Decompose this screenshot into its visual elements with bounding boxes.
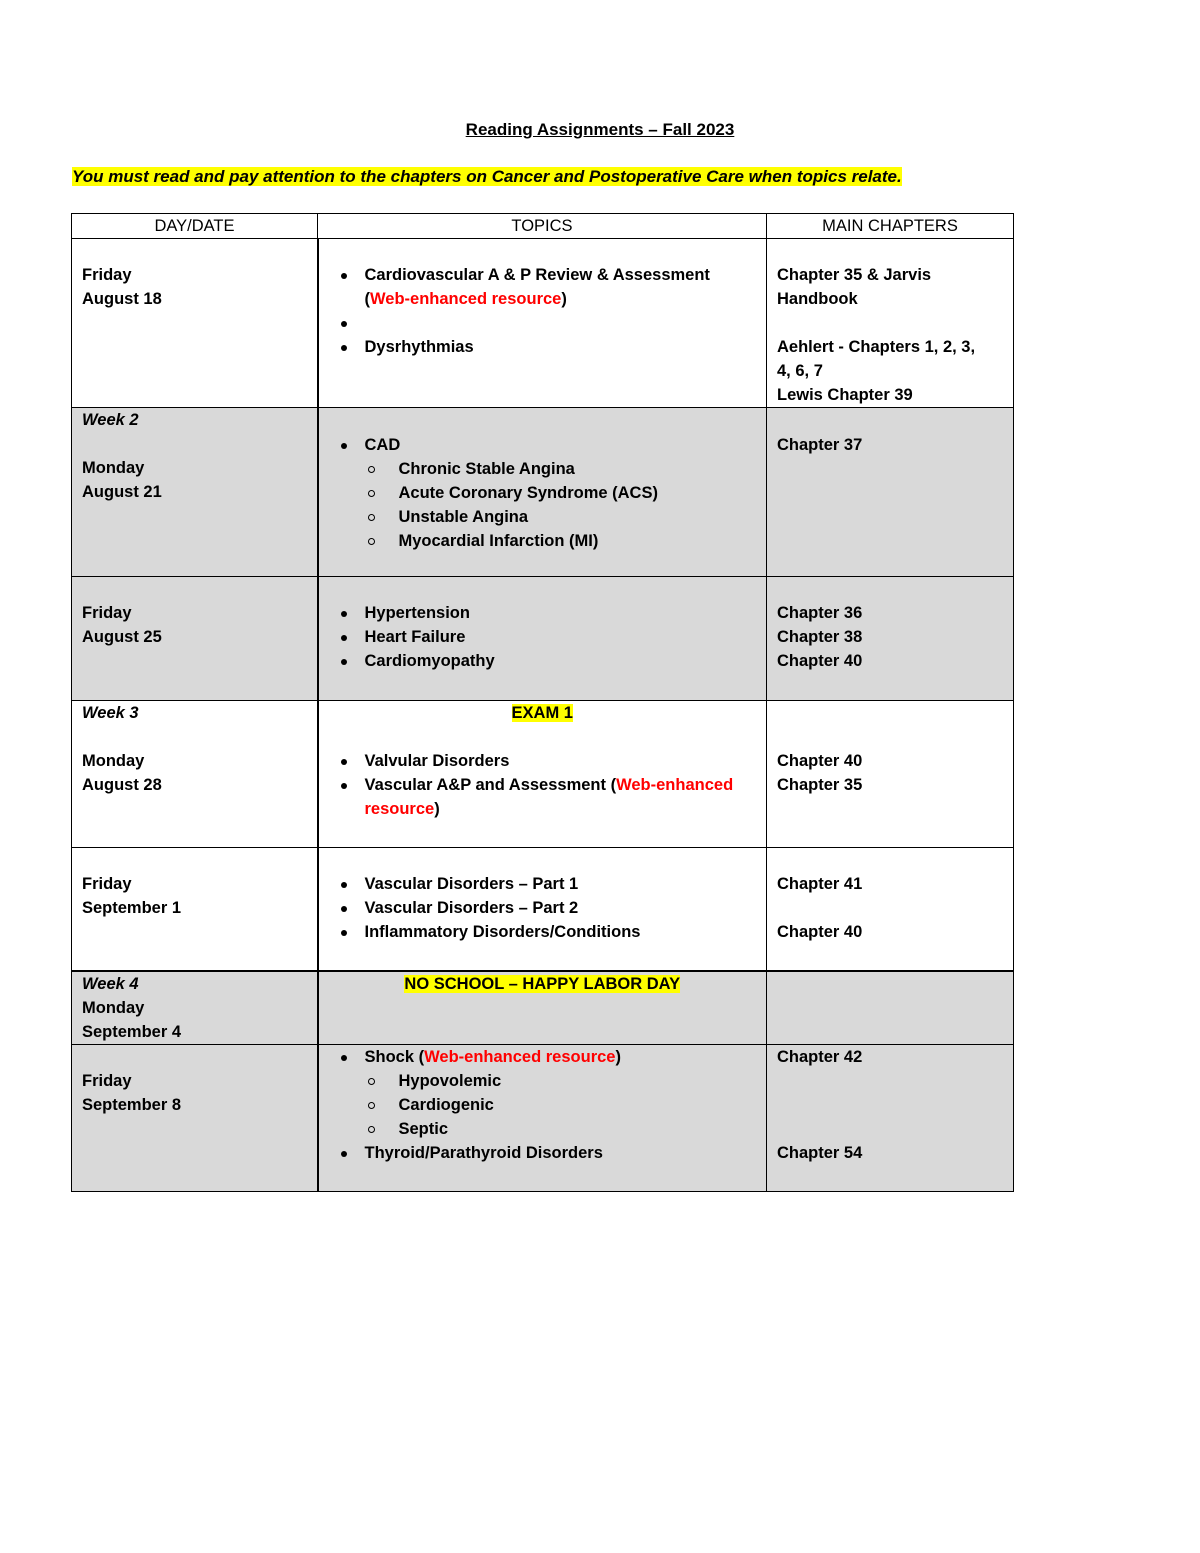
subtopic-item: Acute Coronary Syndrome (ACS) [399,481,757,505]
day-label: Monday [82,752,145,770]
subtopic-item: Cardiogenic [399,1093,757,1117]
table-row [72,577,1014,701]
web-resource-label: Web-enhanced resource [370,290,562,308]
table-row [72,848,1014,971]
topic-item: Shock (Web-enhanced resource) [365,1045,757,1069]
reading-notice: You must read and pay attention to the chapters on Cancer and Postoperative Care when topics relate. [72,167,902,186]
table-row [72,239,1014,408]
table-row [72,971,1014,1045]
topic-item: Hypertension [365,601,757,625]
week-label: Week 2 [82,411,139,429]
topic-item: Heart Failure [365,625,757,649]
topics-cell [318,577,767,701]
subtopic-item: Myocardial Infarction (MI) [399,529,757,553]
day-label: Friday [82,266,132,284]
topic-item: Vascular Disorders – Part 1 [365,872,757,896]
web-resource-label: Web-enhanced [616,776,734,794]
date-label: September 1 [82,899,182,917]
day-label: Friday [82,1071,132,1090]
topic-item: Cardiomyopathy [365,649,757,673]
chapters-cell: Chapter 37 [767,408,1014,577]
day-cell [72,408,318,577]
date-label: August 18 [82,290,162,308]
exam-banner: EXAM 1 [511,704,573,722]
day-cell [72,1044,318,1191]
day-cell [72,239,318,408]
date-label: August 21 [82,483,162,501]
day-cell [72,848,318,971]
subtopic-item: Hypovolemic [399,1069,757,1093]
day-label: Friday [82,604,132,622]
date-label: August 28 [82,776,162,794]
day-cell [72,971,318,1045]
date-label: August 25 [82,628,162,646]
topic-item: Dysrhythmias [365,335,757,359]
day-cell [72,701,318,848]
table-row [72,408,1014,577]
day-label: Monday [82,459,145,477]
table-row [72,701,1014,848]
subtopic-item: Unstable Angina [399,505,757,529]
chapters-cell: Chapter 41 Chapter 40 [767,848,1014,971]
subtopic-item: Chronic Stable Angina [399,457,757,481]
topics-cell [318,971,767,1045]
week-label: Week 3 [82,704,139,722]
day-label: Friday [82,875,132,893]
header-day: DAY/DATE [72,214,318,239]
topic-item: Vascular A&P and Assessment (Web-enhanced resource) [365,773,757,821]
topic-item: CAD [365,433,757,457]
document-title: Reading Assignments – Fall 2023 [465,120,735,139]
chapters-cell: Chapter 40 Chapter 35 [767,701,1014,848]
topics-cell [318,239,767,408]
header-row [72,214,1014,239]
chapters-cell: Chapter 36 Chapter 38 Chapter 40 [767,577,1014,701]
week-label: Week 4 [82,974,139,993]
topic-item: Thyroid/Parathyroid Disorders [365,1141,757,1165]
date-label: September 8 [82,1095,182,1114]
chapters-cell: Chapter 42 Chapter 54 [767,1044,1014,1191]
chapters-cell [767,971,1014,1045]
topics-cell [318,1044,767,1191]
topics-cell [318,848,767,971]
web-resource-label: Web-enhanced resource [424,1047,616,1066]
topics-cell [318,408,767,577]
table-row [72,1044,1014,1191]
chapters-cell: Chapter 35 & Jarvis Handbook Aehlert - Chapters 1, 2, 3, 4, 6, 7 Lewis Chapter 39 [767,239,1014,408]
day-cell [72,577,318,701]
subtopic-item: Septic [399,1117,757,1141]
topic-item: Cardiovascular A & P Review & Assessment (Web-enhanced resource) [365,263,757,311]
day-label: Monday [82,998,145,1017]
header-chapters: MAIN CHAPTERS [767,214,1014,239]
topic-item: Valvular Disorders [365,749,757,773]
header-topics: TOPICS [318,214,767,239]
schedule-table [71,213,1014,1192]
holiday-banner: NO SCHOOL – HAPPY LABOR DAY [404,974,681,993]
topics-cell [318,701,767,848]
topic-item: Inflammatory Disorders/Conditions [365,920,757,944]
topic-item: Vascular Disorders – Part 2 [365,896,757,920]
date-label: September 4 [82,1022,182,1041]
